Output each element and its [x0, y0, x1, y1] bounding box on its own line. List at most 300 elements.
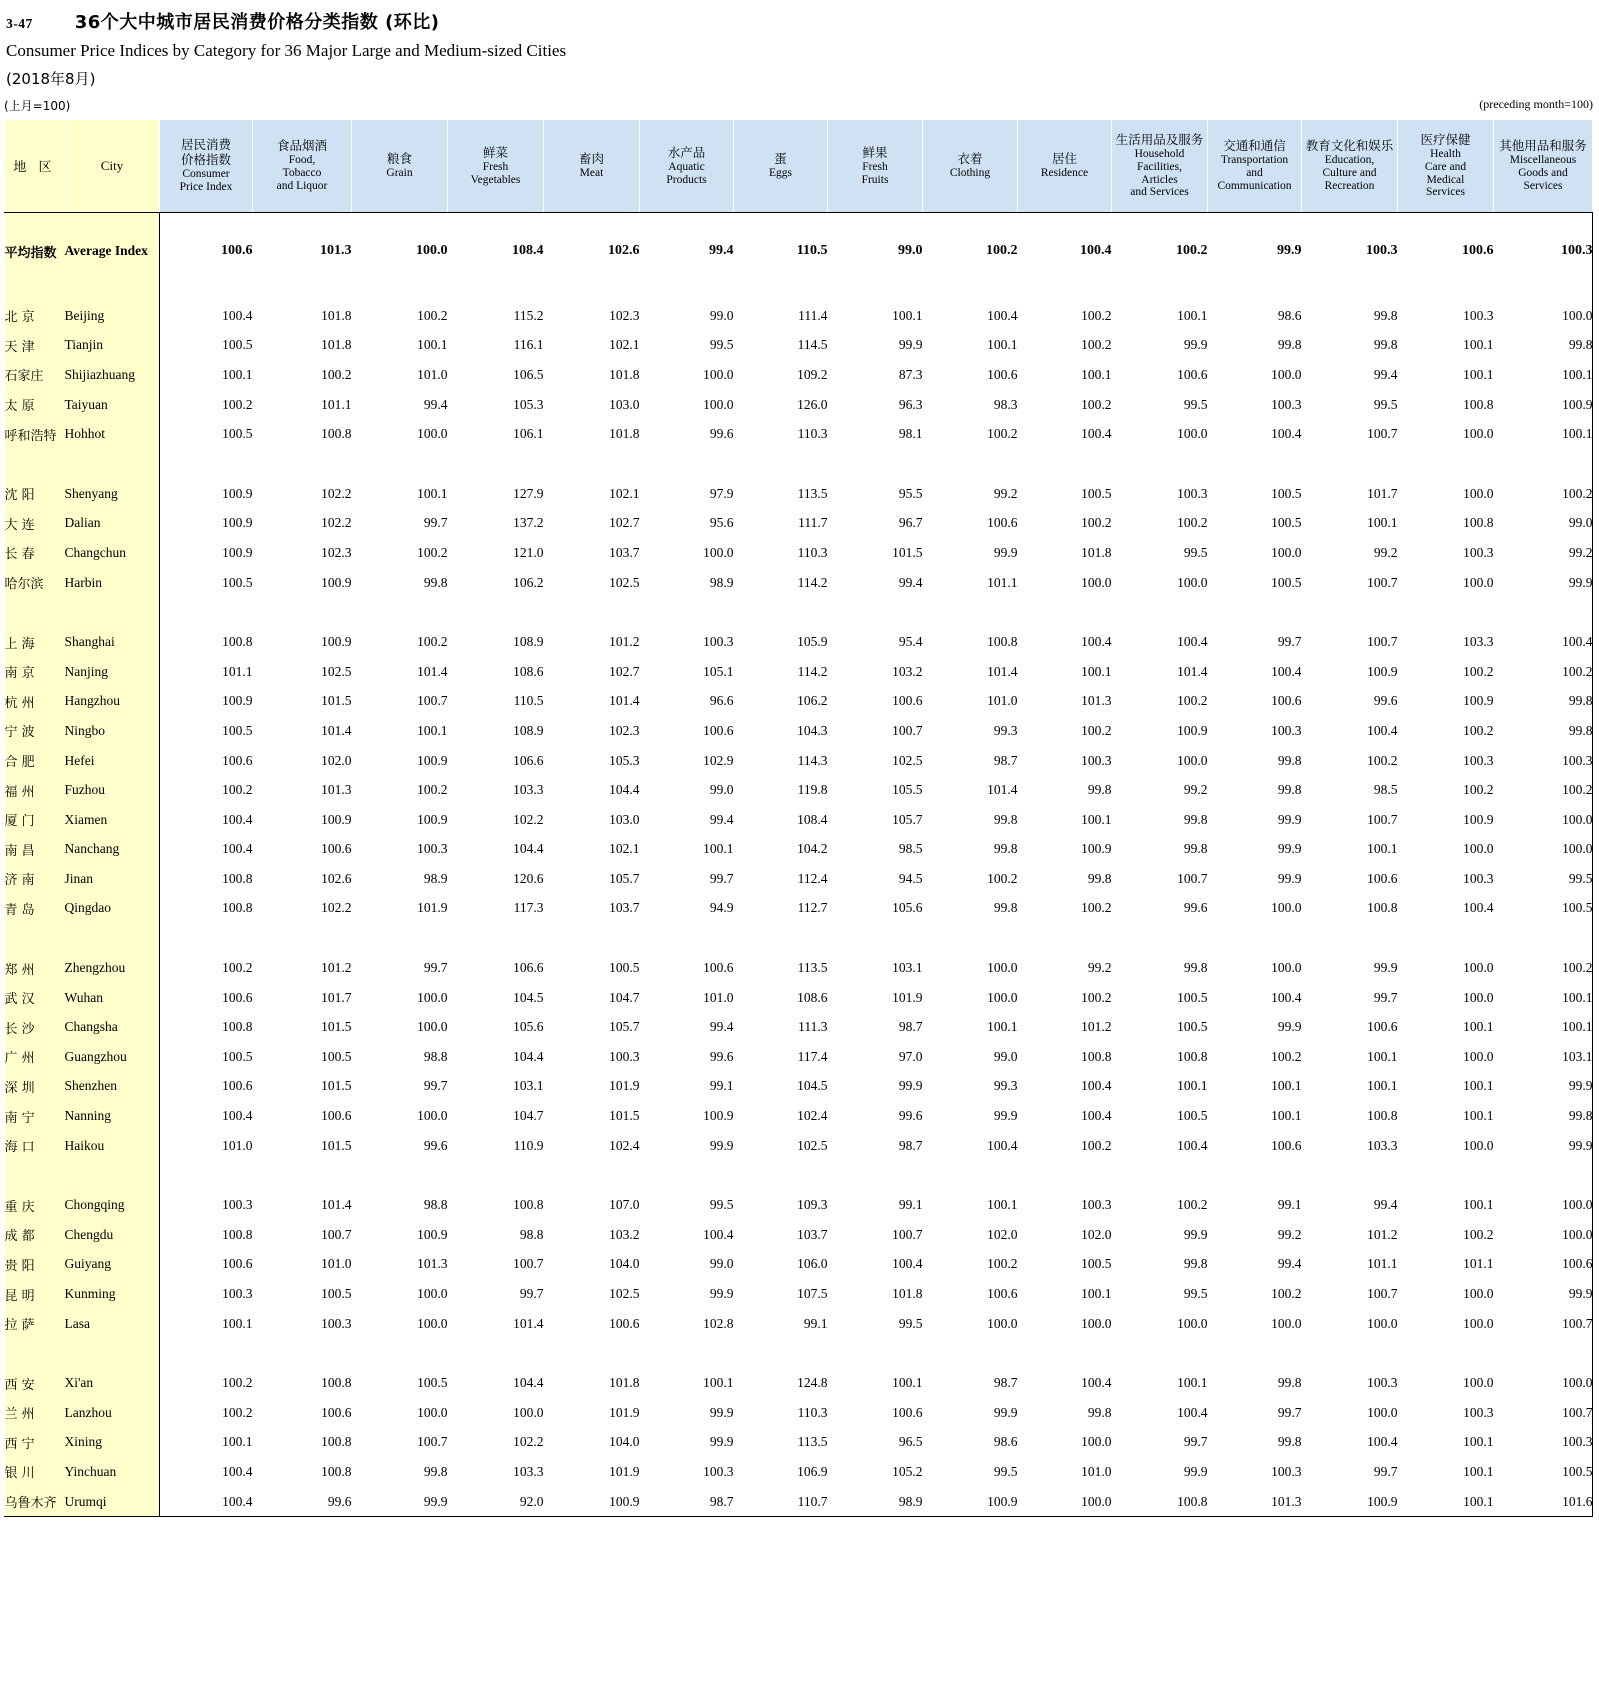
value-cell: 99.2 — [1087, 960, 1112, 976]
city-name-en: Guiyang — [65, 1250, 160, 1280]
spacer-row — [5, 597, 1593, 627]
value-cell: 100.4 — [1177, 634, 1208, 650]
value-cell: 99.1 — [709, 1078, 734, 1094]
value-cell: 100.0 — [417, 426, 448, 442]
value-cell: 100.6 — [609, 1315, 640, 1331]
city-name-cn: 成 都 — [5, 1220, 65, 1250]
value-cell: 99.8 — [423, 1463, 448, 1479]
city-name-en: Harbin — [65, 568, 160, 598]
value-cell: 114.2 — [797, 574, 828, 590]
value-cell: 100.0 — [417, 1286, 448, 1302]
value-cell: 105.5 — [892, 782, 923, 798]
value-cell: 100.0 — [1081, 574, 1112, 590]
value-cell: 100.2 — [417, 307, 448, 323]
value-cell: 105.3 — [513, 396, 544, 412]
value-cell: 100.0 — [416, 243, 448, 258]
value-cell: 100.5 — [222, 426, 253, 442]
value-cell: 100.1 — [987, 1197, 1018, 1213]
value-cell: 100.4 — [892, 1256, 923, 1272]
value-cell: 100.9 — [1081, 841, 1112, 857]
value-cell: 100.2 — [1463, 722, 1494, 738]
table-row — [5, 716, 1593, 746]
value-cell: 100.1 — [1562, 426, 1593, 442]
city-name-en: Ningbo — [65, 716, 160, 746]
city-name-cn: 杭 州 — [5, 687, 65, 717]
value-cell: 100.2 — [1081, 900, 1112, 916]
value-cell: 100.3 — [1271, 722, 1302, 738]
table-row — [5, 1309, 1593, 1339]
value-cell: 99.8 — [993, 811, 1018, 827]
value-cell: 98.5 — [898, 841, 923, 857]
value-cell: 108.4 — [512, 243, 544, 258]
value-cell: 100.3 — [1271, 396, 1302, 412]
value-cell: 105.9 — [797, 634, 828, 650]
value-cell: 100.1 — [1177, 1375, 1208, 1391]
value-cell: 99.3 — [993, 722, 1018, 738]
value-cell: 99.2 — [1277, 1226, 1302, 1242]
value-cell: 100.9 — [987, 1493, 1018, 1509]
city-name-en: Shenzhen — [65, 1072, 160, 1102]
value-cell: 99.0 — [898, 243, 923, 258]
value-cell: 100.5 — [1271, 515, 1302, 531]
table-row — [5, 419, 1593, 449]
spacer-row — [5, 923, 1593, 953]
value-cell: 101.9 — [609, 1404, 640, 1420]
table-row — [5, 1457, 1593, 1487]
value-cell: 101.9 — [417, 900, 448, 916]
value-cell: 103.1 — [1562, 1048, 1593, 1064]
value-cell: 100.1 — [1463, 337, 1494, 353]
value-cell: 99.8 — [993, 841, 1018, 857]
city-name-cn: 青 岛 — [5, 894, 65, 924]
value-cell: 111.4 — [798, 307, 828, 323]
value-cell: 100.8 — [321, 1375, 352, 1391]
value-cell: 100.2 — [1081, 515, 1112, 531]
value-cell: 101.1 — [1463, 1256, 1494, 1272]
value-cell: 100.0 — [1367, 1404, 1398, 1420]
table-header — [5, 120, 1593, 213]
value-cell: 98.6 — [1277, 307, 1302, 323]
value-cell: 102.2 — [321, 485, 352, 501]
value-cell: 100.4 — [1081, 1108, 1112, 1124]
city-name-en: Shenyang — [65, 479, 160, 509]
value-cell: 100.5 — [417, 1375, 448, 1391]
average-label-cn: 平均指数 — [5, 231, 65, 271]
value-cell: 100.0 — [703, 396, 734, 412]
city-name-en: Xi'an — [65, 1368, 160, 1398]
value-cell: 102.6 — [608, 243, 640, 258]
value-cell: 100.6 — [892, 693, 923, 709]
value-cell: 100.3 — [1463, 544, 1494, 560]
value-cell: 92.0 — [519, 1493, 544, 1509]
value-cell: 103.0 — [609, 396, 640, 412]
value-cell: 101.0 — [222, 1137, 253, 1153]
value-cell: 102.7 — [609, 663, 640, 679]
value-cell: 101.4 — [513, 1315, 544, 1331]
table-row — [5, 953, 1593, 983]
unit-note-cn: (上月=100) — [4, 99, 71, 113]
city-name-en: Fuzhou — [65, 775, 160, 805]
value-cell: 100.0 — [1177, 1315, 1208, 1331]
value-cell: 100.2 — [222, 396, 253, 412]
value-cell: 100.2 — [417, 544, 448, 560]
value-cell: 100.8 — [1367, 900, 1398, 916]
value-cell: 100.9 — [222, 693, 253, 709]
value-cell: 96.6 — [709, 693, 734, 709]
value-cell: 100.1 — [222, 366, 253, 382]
value-cell: 102.0 — [987, 1226, 1018, 1242]
value-cell: 101.5 — [321, 1137, 352, 1153]
value-cell: 110.7 — [797, 1493, 828, 1509]
value-cell: 100.1 — [1271, 1078, 1302, 1094]
value-cell: 99.8 — [1373, 337, 1398, 353]
value-cell: 101.4 — [1177, 663, 1208, 679]
value-cell: 99.9 — [1277, 841, 1302, 857]
value-cell: 98.6 — [993, 1434, 1018, 1450]
value-cell: 102.3 — [609, 307, 640, 323]
header-fresh-vegetables: 鲜菜 Fresh Vegetables — [448, 120, 544, 213]
value-cell: 102.0 — [321, 752, 352, 768]
value-cell: 126.0 — [797, 396, 828, 412]
table-row — [5, 894, 1593, 924]
value-cell: 99.8 — [1087, 870, 1112, 886]
value-cell: 99.8 — [993, 900, 1018, 916]
value-cell: 100.8 — [222, 1019, 253, 1035]
value-cell: 99.8 — [1087, 1404, 1112, 1420]
spacer-row — [5, 449, 1593, 479]
value-cell: 99.9 — [1568, 1286, 1593, 1302]
value-cell: 99.9 — [709, 1434, 734, 1450]
value-cell: 99.3 — [993, 1078, 1018, 1094]
header-household-facilities: 生活用品及服务 Household Facilities, Articles and Services — [1112, 120, 1208, 213]
value-cell: 102.7 — [609, 515, 640, 531]
value-cell: 106.2 — [797, 693, 828, 709]
value-cell: 100.4 — [1081, 426, 1112, 442]
value-cell: 100.7 — [892, 722, 923, 738]
value-cell: 105.7 — [609, 870, 640, 886]
value-cell: 100.3 — [1463, 307, 1494, 323]
city-name-cn: 长 春 — [5, 538, 65, 568]
value-cell: 100.1 — [1081, 811, 1112, 827]
value-cell: 100.2 — [1081, 337, 1112, 353]
value-cell: 100.2 — [1562, 960, 1593, 976]
value-cell: 100.1 — [1081, 663, 1112, 679]
value-cell: 100.0 — [1081, 1493, 1112, 1509]
value-cell: 99.9 — [1568, 1078, 1593, 1094]
value-cell: 102.4 — [797, 1108, 828, 1124]
value-cell: 101.8 — [609, 366, 640, 382]
value-cell: 101.3 — [1081, 693, 1112, 709]
value-cell: 100.6 — [221, 243, 253, 258]
value-cell: 100.0 — [1562, 1375, 1593, 1391]
city-name-en: Beijing — [65, 301, 160, 331]
value-cell: 100.3 — [1463, 1404, 1494, 1420]
value-cell: 99.0 — [709, 307, 734, 323]
spacer-row — [5, 1338, 1593, 1368]
value-cell: 102.5 — [892, 752, 923, 768]
value-cell: 99.7 — [709, 870, 734, 886]
value-cell: 101.2 — [1367, 1226, 1398, 1242]
table-row — [5, 1012, 1593, 1042]
value-cell: 99.6 — [709, 1048, 734, 1064]
city-name-en: Hangzhou — [65, 687, 160, 717]
value-cell: 103.1 — [892, 960, 923, 976]
city-name-cn: 哈尔滨 — [5, 568, 65, 598]
value-cell: 100.4 — [1081, 1375, 1112, 1391]
value-cell: 100.5 — [222, 574, 253, 590]
value-cell: 99.0 — [993, 1048, 1018, 1064]
value-cell: 100.7 — [513, 1256, 544, 1272]
value-cell: 100.3 — [1177, 485, 1208, 501]
value-cell: 100.1 — [987, 1019, 1018, 1035]
value-cell: 100.0 — [703, 544, 734, 560]
value-cell: 105.6 — [513, 1019, 544, 1035]
value-cell: 100.3 — [1463, 870, 1494, 886]
value-cell: 106.0 — [797, 1256, 828, 1272]
value-cell: 100.8 — [321, 1463, 352, 1479]
value-cell: 100.0 — [1463, 426, 1494, 442]
value-cell: 99.8 — [1568, 337, 1593, 353]
value-cell: 99.9 — [1183, 337, 1208, 353]
value-cell: 99.4 — [709, 1019, 734, 1035]
value-cell: 100.6 — [1177, 366, 1208, 382]
value-cell: 100.5 — [321, 1286, 352, 1302]
value-cell: 98.7 — [898, 1019, 923, 1035]
value-cell: 102.5 — [609, 574, 640, 590]
value-cell: 100.0 — [417, 1108, 448, 1124]
value-cell: 108.9 — [513, 634, 544, 650]
average-label-en: Average Index — [65, 231, 160, 271]
value-cell: 104.5 — [797, 1078, 828, 1094]
value-cell: 99.5 — [898, 1315, 923, 1331]
value-cell: 102.4 — [609, 1137, 640, 1153]
value-cell: 100.6 — [1462, 243, 1494, 258]
value-cell: 100.7 — [417, 1434, 448, 1450]
value-cell: 102.6 — [321, 870, 352, 886]
value-cell: 100.9 — [1463, 693, 1494, 709]
value-cell: 101.8 — [892, 1286, 923, 1302]
table-row — [5, 509, 1593, 539]
city-name-cn: 广 州 — [5, 1042, 65, 1072]
city-name-cn: 北 京 — [5, 301, 65, 331]
value-cell: 101.0 — [987, 693, 1018, 709]
value-cell: 99.8 — [1373, 307, 1398, 323]
value-cell: 100.8 — [222, 634, 253, 650]
city-name-cn: 福 州 — [5, 775, 65, 805]
value-cell: 99.6 — [898, 1108, 923, 1124]
value-cell: 99.6 — [1183, 900, 1208, 916]
header-region-en-label: City — [100, 158, 124, 173]
value-cell: 100.1 — [1463, 1108, 1494, 1124]
value-cell: 112.7 — [797, 900, 828, 916]
unit-row — [0, 97, 1599, 117]
value-cell: 100.6 — [703, 960, 734, 976]
spacer-row — [5, 213, 1593, 232]
header-transportation-communication: 交通和通信 Transportation and Communication — [1208, 120, 1302, 213]
value-cell: 110.3 — [797, 1404, 828, 1420]
city-name-cn: 天 津 — [5, 331, 65, 361]
value-cell: 114.5 — [797, 337, 828, 353]
value-cell: 100.4 — [703, 1226, 734, 1242]
city-name-en: Yinchuan — [65, 1457, 160, 1487]
value-cell: 100.0 — [1271, 1315, 1302, 1331]
value-cell: 99.8 — [1568, 693, 1593, 709]
table-row — [5, 687, 1593, 717]
city-name-en: Changsha — [65, 1012, 160, 1042]
value-cell: 101.4 — [609, 693, 640, 709]
table-row — [5, 231, 1593, 271]
city-name-cn: 呼和浩特 — [5, 419, 65, 449]
table-row — [5, 1398, 1593, 1428]
value-cell: 100.1 — [417, 722, 448, 738]
table-number: 3-47 — [6, 16, 33, 31]
header-miscellaneous-goods-services: 其他用品和服务 Miscellaneous Goods and Services — [1494, 120, 1593, 213]
table-row — [5, 1042, 1593, 1072]
value-cell: 101.0 — [321, 1256, 352, 1272]
table-row — [5, 775, 1593, 805]
value-cell: 103.3 — [1463, 634, 1494, 650]
value-cell: 106.6 — [513, 960, 544, 976]
value-cell: 99.8 — [1277, 1375, 1302, 1391]
value-cell: 100.6 — [321, 841, 352, 857]
value-cell: 99.5 — [1373, 396, 1398, 412]
value-cell: 100.2 — [987, 426, 1018, 442]
value-cell: 99.4 — [898, 574, 923, 590]
value-cell: 99.8 — [1277, 752, 1302, 768]
value-cell: 103.3 — [1367, 1137, 1398, 1153]
value-cell: 106.1 — [513, 426, 544, 442]
value-cell: 99.6 — [327, 1493, 352, 1509]
value-cell: 101.4 — [321, 722, 352, 738]
value-cell: 100.0 — [1463, 960, 1494, 976]
value-cell: 100.2 — [222, 1375, 253, 1391]
table-row — [5, 864, 1593, 894]
value-cell: 100.5 — [1081, 1256, 1112, 1272]
value-cell: 96.3 — [898, 396, 923, 412]
city-name-en: Chengdu — [65, 1220, 160, 1250]
city-name-cn: 济 南 — [5, 864, 65, 894]
value-cell: 96.7 — [898, 515, 923, 531]
value-cell: 98.7 — [709, 1493, 734, 1509]
value-cell: 100.2 — [417, 782, 448, 798]
value-cell: 110.3 — [797, 544, 828, 560]
value-cell: 100.8 — [1463, 515, 1494, 531]
value-cell: 101.1 — [1367, 1256, 1398, 1272]
table-row — [5, 331, 1593, 361]
city-name-en: Nanchang — [65, 835, 160, 865]
value-cell: 101.8 — [609, 1375, 640, 1391]
table-row — [5, 1190, 1593, 1220]
value-cell: 99.9 — [898, 1078, 923, 1094]
value-cell: 100.5 — [222, 337, 253, 353]
header-region-cn-label: 地 区 — [13, 160, 56, 175]
table-row — [5, 568, 1593, 598]
value-cell: 100.1 — [1367, 841, 1398, 857]
value-cell: 100.9 — [222, 485, 253, 501]
value-cell: 101.5 — [892, 544, 923, 560]
value-cell: 99.9 — [1277, 243, 1302, 258]
value-cell: 99.4 — [1373, 1197, 1398, 1213]
city-name-en: Wuhan — [65, 983, 160, 1013]
value-cell: 100.1 — [1463, 1078, 1494, 1094]
value-cell: 100.5 — [1562, 1463, 1593, 1479]
table-row — [5, 627, 1593, 657]
value-cell: 100.0 — [1177, 426, 1208, 442]
title-cn-text: 36个大中城市居民消费价格分类指数 (环比) — [74, 12, 440, 33]
value-cell: 99.5 — [709, 337, 734, 353]
city-name-cn: 深 圳 — [5, 1072, 65, 1102]
value-cell: 110.5 — [513, 693, 544, 709]
value-cell: 100.1 — [1562, 1019, 1593, 1035]
value-cell: 100.0 — [1463, 1286, 1494, 1302]
value-cell: 100.0 — [1463, 1375, 1494, 1391]
value-cell: 100.4 — [222, 811, 253, 827]
value-cell: 102.2 — [513, 1434, 544, 1450]
value-cell: 100.8 — [1177, 1493, 1208, 1509]
header-grain: 粮食 Grain — [352, 120, 448, 213]
value-cell: 99.5 — [1183, 1286, 1208, 1302]
city-name-cn: 武 汉 — [5, 983, 65, 1013]
value-cell: 102.9 — [703, 752, 734, 768]
value-cell: 100.3 — [609, 1048, 640, 1064]
value-cell: 100.7 — [1562, 1404, 1593, 1420]
value-cell: 100.2 — [1562, 485, 1593, 501]
value-cell: 108.9 — [513, 722, 544, 738]
value-cell: 100.1 — [1463, 366, 1494, 382]
value-cell: 100.1 — [1367, 1078, 1398, 1094]
value-cell: 100.5 — [1271, 485, 1302, 501]
value-cell: 95.4 — [898, 634, 923, 650]
value-cell: 99.1 — [1277, 1197, 1302, 1213]
value-cell: 100.0 — [1562, 307, 1593, 323]
value-cell: 100.6 — [321, 1108, 352, 1124]
value-cell: 100.9 — [417, 1226, 448, 1242]
value-cell: 100.1 — [1081, 1286, 1112, 1302]
value-cell: 100.0 — [1463, 841, 1494, 857]
value-cell: 100.5 — [1271, 574, 1302, 590]
value-cell: 100.2 — [1463, 782, 1494, 798]
value-cell: 98.9 — [709, 574, 734, 590]
header-eggs: 蛋 Eggs — [734, 120, 828, 213]
city-name-en: Chongqing — [65, 1190, 160, 1220]
value-cell: 101.3 — [321, 782, 352, 798]
value-cell: 102.8 — [703, 1315, 734, 1331]
value-cell: 103.7 — [609, 544, 640, 560]
value-cell: 100.4 — [222, 1108, 253, 1124]
value-cell: 100.1 — [222, 1434, 253, 1450]
value-cell: 100.2 — [1271, 1286, 1302, 1302]
value-cell: 111.7 — [798, 515, 828, 531]
value-cell: 100.4 — [987, 1137, 1018, 1153]
header-meat: 畜肉 Meat — [544, 120, 640, 213]
value-cell: 99.9 — [1568, 574, 1593, 590]
value-cell: 99.9 — [709, 1404, 734, 1420]
table-body — [5, 213, 1593, 1517]
value-cell: 99.9 — [898, 337, 923, 353]
value-cell: 98.9 — [898, 1493, 923, 1509]
value-cell: 104.4 — [513, 1375, 544, 1391]
value-cell: 104.4 — [609, 782, 640, 798]
value-cell: 99.9 — [1277, 870, 1302, 886]
value-cell: 110.3 — [797, 426, 828, 442]
value-cell: 99.7 — [423, 960, 448, 976]
value-cell: 104.2 — [797, 841, 828, 857]
city-name-cn: 银 川 — [5, 1457, 65, 1487]
value-cell: 100.3 — [321, 1315, 352, 1331]
value-cell: 102.3 — [321, 544, 352, 560]
value-cell: 100.4 — [987, 307, 1018, 323]
value-cell: 101.7 — [321, 989, 352, 1005]
